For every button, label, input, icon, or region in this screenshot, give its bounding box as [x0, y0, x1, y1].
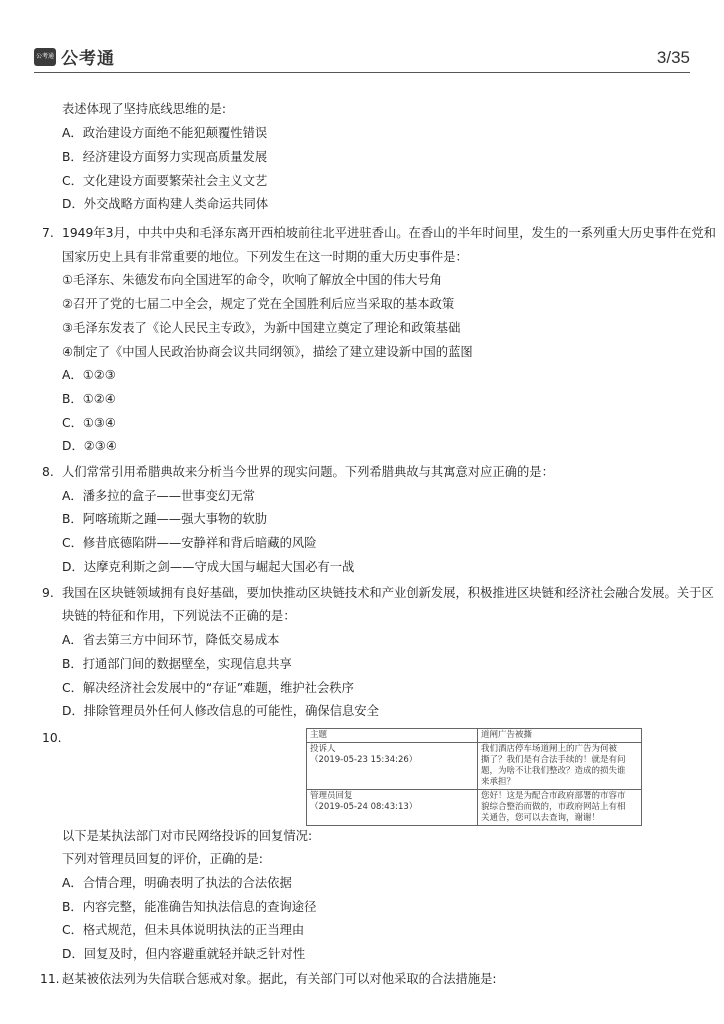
q10-option-d: D．回复及时，但内容避重就轻并缺乏针对性	[62, 947, 306, 961]
q11-stem: 赵某被依法列为失信联合惩戒对象。据此，有关部门可以对他采取的合法措施是:	[62, 972, 497, 986]
q9-stem-line-1: 我国在区块链领域拥有良好基础，要加快推动区块链技术和产业创新发展，积极推进区块链和经济社会融合发展。关于区	[62, 586, 714, 600]
complaint-line: 我们酒店停车场道闸上的广告为何被	[481, 744, 618, 754]
q10-option-a: A．合情合理，明确表明了执法的合法依据	[62, 876, 292, 890]
table-header-topic: 主题	[307, 729, 478, 743]
complaint-cell	[478, 743, 642, 790]
q8-option-d: D．达摩克利斯之剑——守成大国与崛起大国必有一战	[62, 560, 355, 574]
q7-item-3: ③毛泽东发表了《论人民民主专政》，为新中国建立奠定了理论和政策基础	[62, 321, 461, 335]
brand-name: 公考通	[61, 49, 115, 69]
q9-option-b: B．打通部门间的数据壁垒，实现信息共享	[62, 657, 292, 671]
q8-option-a: A．潘多拉的盒子——世事变幻无常	[62, 489, 255, 503]
q7-option-a: A．①②③	[62, 368, 116, 382]
q10-option-b: B．内容完整，能准确告知执法信息的查询途径	[62, 900, 317, 914]
q7-item-1: ①毛泽东、朱德发布向全国进军的命令，吹响了解放全中国的伟大号角	[62, 273, 442, 287]
q7-number: 7.	[42, 226, 54, 240]
q6-option-b: B．经济建设方面努力实现高质量发展	[62, 150, 268, 164]
q6-option-d: D．外交战略方面构建人类命运共同体	[62, 197, 269, 211]
reply-label: 管理员回复	[310, 791, 353, 801]
reply-cell	[307, 790, 478, 826]
table-row	[307, 729, 642, 743]
q7-item-2: ②召开了党的七届二中全会，规定了党在全国胜利后应当采取的基本政策	[62, 297, 455, 311]
q6-option-c: C．文化建设方面要繁荣社会主义文艺	[62, 174, 268, 188]
q10-intro: 以下是某执法部门对市民网络投诉的回复情况:	[62, 829, 313, 843]
reply-time: （2019-05-24 08:43:13）	[310, 802, 418, 812]
complaint-reply-table	[306, 728, 642, 826]
logo-mark-icon: 公考通	[34, 48, 56, 66]
reply-line: 貌综合整治而做的，市政府网站上有相	[481, 802, 626, 812]
q7-option-c: C．①③④	[62, 416, 116, 430]
q10-question: 下列对管理员回复的评价，正确的是:	[62, 852, 263, 866]
page-number: 3/35	[656, 48, 690, 67]
q9-stem-line-2: 块链的特征和作用，下列说法不正确的是：	[62, 609, 296, 623]
q7-stem-line-1: 1949年3月，中共中央和毛泽东离开西柏坡前往北平进驻香山。在香山的半年时间里，发生的一系列重大历史事件在党和	[62, 226, 716, 240]
q8-number: 8.	[42, 465, 54, 479]
complainant-cell	[307, 743, 478, 790]
table-header-subject: 道闸广告被撕	[478, 729, 642, 743]
q9-option-a: A．省去第三方中间环节，降低交易成本	[62, 633, 280, 647]
reply-content-cell	[478, 790, 642, 826]
q7-option-d: D．②③④	[62, 439, 117, 453]
complainant-label: 投诉人	[310, 744, 336, 754]
q6-stem: 表述体现了坚持底线思维的是:	[62, 102, 227, 116]
reply-line: 您好！这是为配合市政府部署的市容市	[481, 791, 626, 801]
brand-logo	[34, 44, 115, 69]
table-row	[307, 743, 642, 790]
q9-number: 9.	[42, 586, 54, 600]
q10-option-c: C．格式规范，但未具体说明执法的正当理由	[62, 923, 305, 937]
table-row	[307, 790, 642, 826]
reply-line: 关通告，您可以去查询，谢谢！	[481, 813, 601, 823]
q8-option-b: B．阿喀琉斯之踵——强大事物的软肋	[62, 512, 268, 526]
q7-stem-line-2: 国家历史上具有非常重要的地位。下列发生在这一时期的重大历史事件是：	[62, 250, 468, 264]
complainant-time: （2019-05-23 15:34:26）	[310, 755, 418, 765]
q7-option-b: B．①②④	[62, 392, 116, 406]
q9-option-c: C．解决经济社会发展中的“存证”难题，维护社会秩序	[62, 681, 354, 695]
q7-item-4: ④制定了《中国人民政治协商会议共同纲领》，描绘了建立建设新中国的蓝图	[62, 345, 473, 359]
page-header	[34, 42, 690, 73]
q6-option-a: A．政治建设方面绝不能犯颠覆性错误	[62, 126, 268, 140]
q9-option-d: D．排除管理员外任何人修改信息的可能性，确保信息安全	[62, 704, 379, 718]
complaint-line: 题，为啥不让我们整改？造成的损失谁	[481, 766, 626, 776]
q8-option-c: C．修昔底德陷阱——安静祥和背后暗藏的风险	[62, 536, 317, 550]
complaint-line: 撕了？我们是有合法手续的！就是有问	[481, 755, 626, 765]
q10-number: 10.	[42, 731, 62, 745]
q11-number: 11.	[40, 972, 60, 986]
complaint-line: 来承担？	[481, 777, 516, 787]
q8-stem: 人们常常引用希腊典故来分析当今世界的现实问题。下列希腊典故与其寓意对应正确的是：	[62, 465, 554, 479]
